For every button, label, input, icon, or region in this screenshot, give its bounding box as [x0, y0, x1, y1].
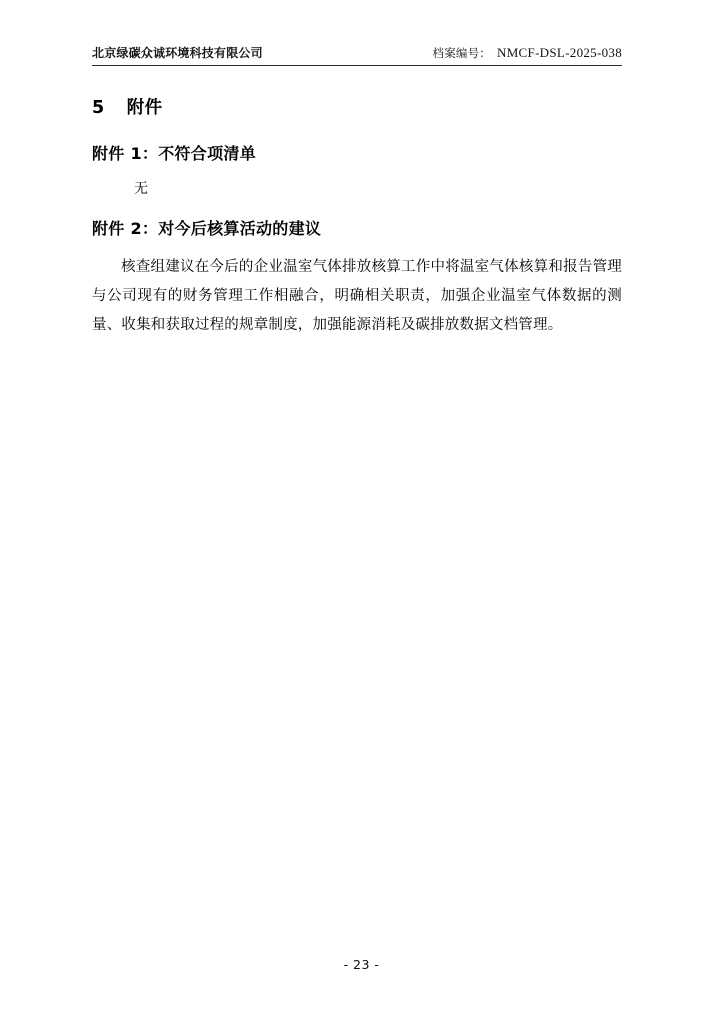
attachment-2-heading: 附件 2：对今后核算活动的建议 — [92, 219, 322, 238]
page-number: - 23 - — [343, 957, 380, 972]
section-number: 5 — [92, 98, 105, 118]
page-content-area — [92, 44, 622, 340]
header-archive-number — [433, 45, 623, 61]
attachment-1-body: 无 — [134, 181, 148, 197]
page-header — [92, 44, 622, 66]
page-footer — [0, 957, 723, 972]
section-heading — [92, 94, 622, 119]
archive-code: NMCF-DSL-2025-038 — [497, 45, 622, 60]
header-company-name: 北京绿碳众诚环境科技有限公司 — [92, 46, 263, 60]
archive-label: 档案编号： — [432, 46, 491, 60]
attachment-2-body: 核查组建议在今后的企业温室气体排放核算工作中将温室气体核算和报告管理与公司现有的财务管理工作相融合，明确相关职责，加强企业温室气体数据的测量、收集和获取过程的规章制度，加强能源消耗及碳排放数据文档管理。 — [92, 259, 622, 333]
attachment-1-heading: 附件 1：不符合项清单 — [92, 144, 257, 163]
section-title: 附件 — [126, 98, 163, 118]
document-body — [92, 94, 622, 340]
